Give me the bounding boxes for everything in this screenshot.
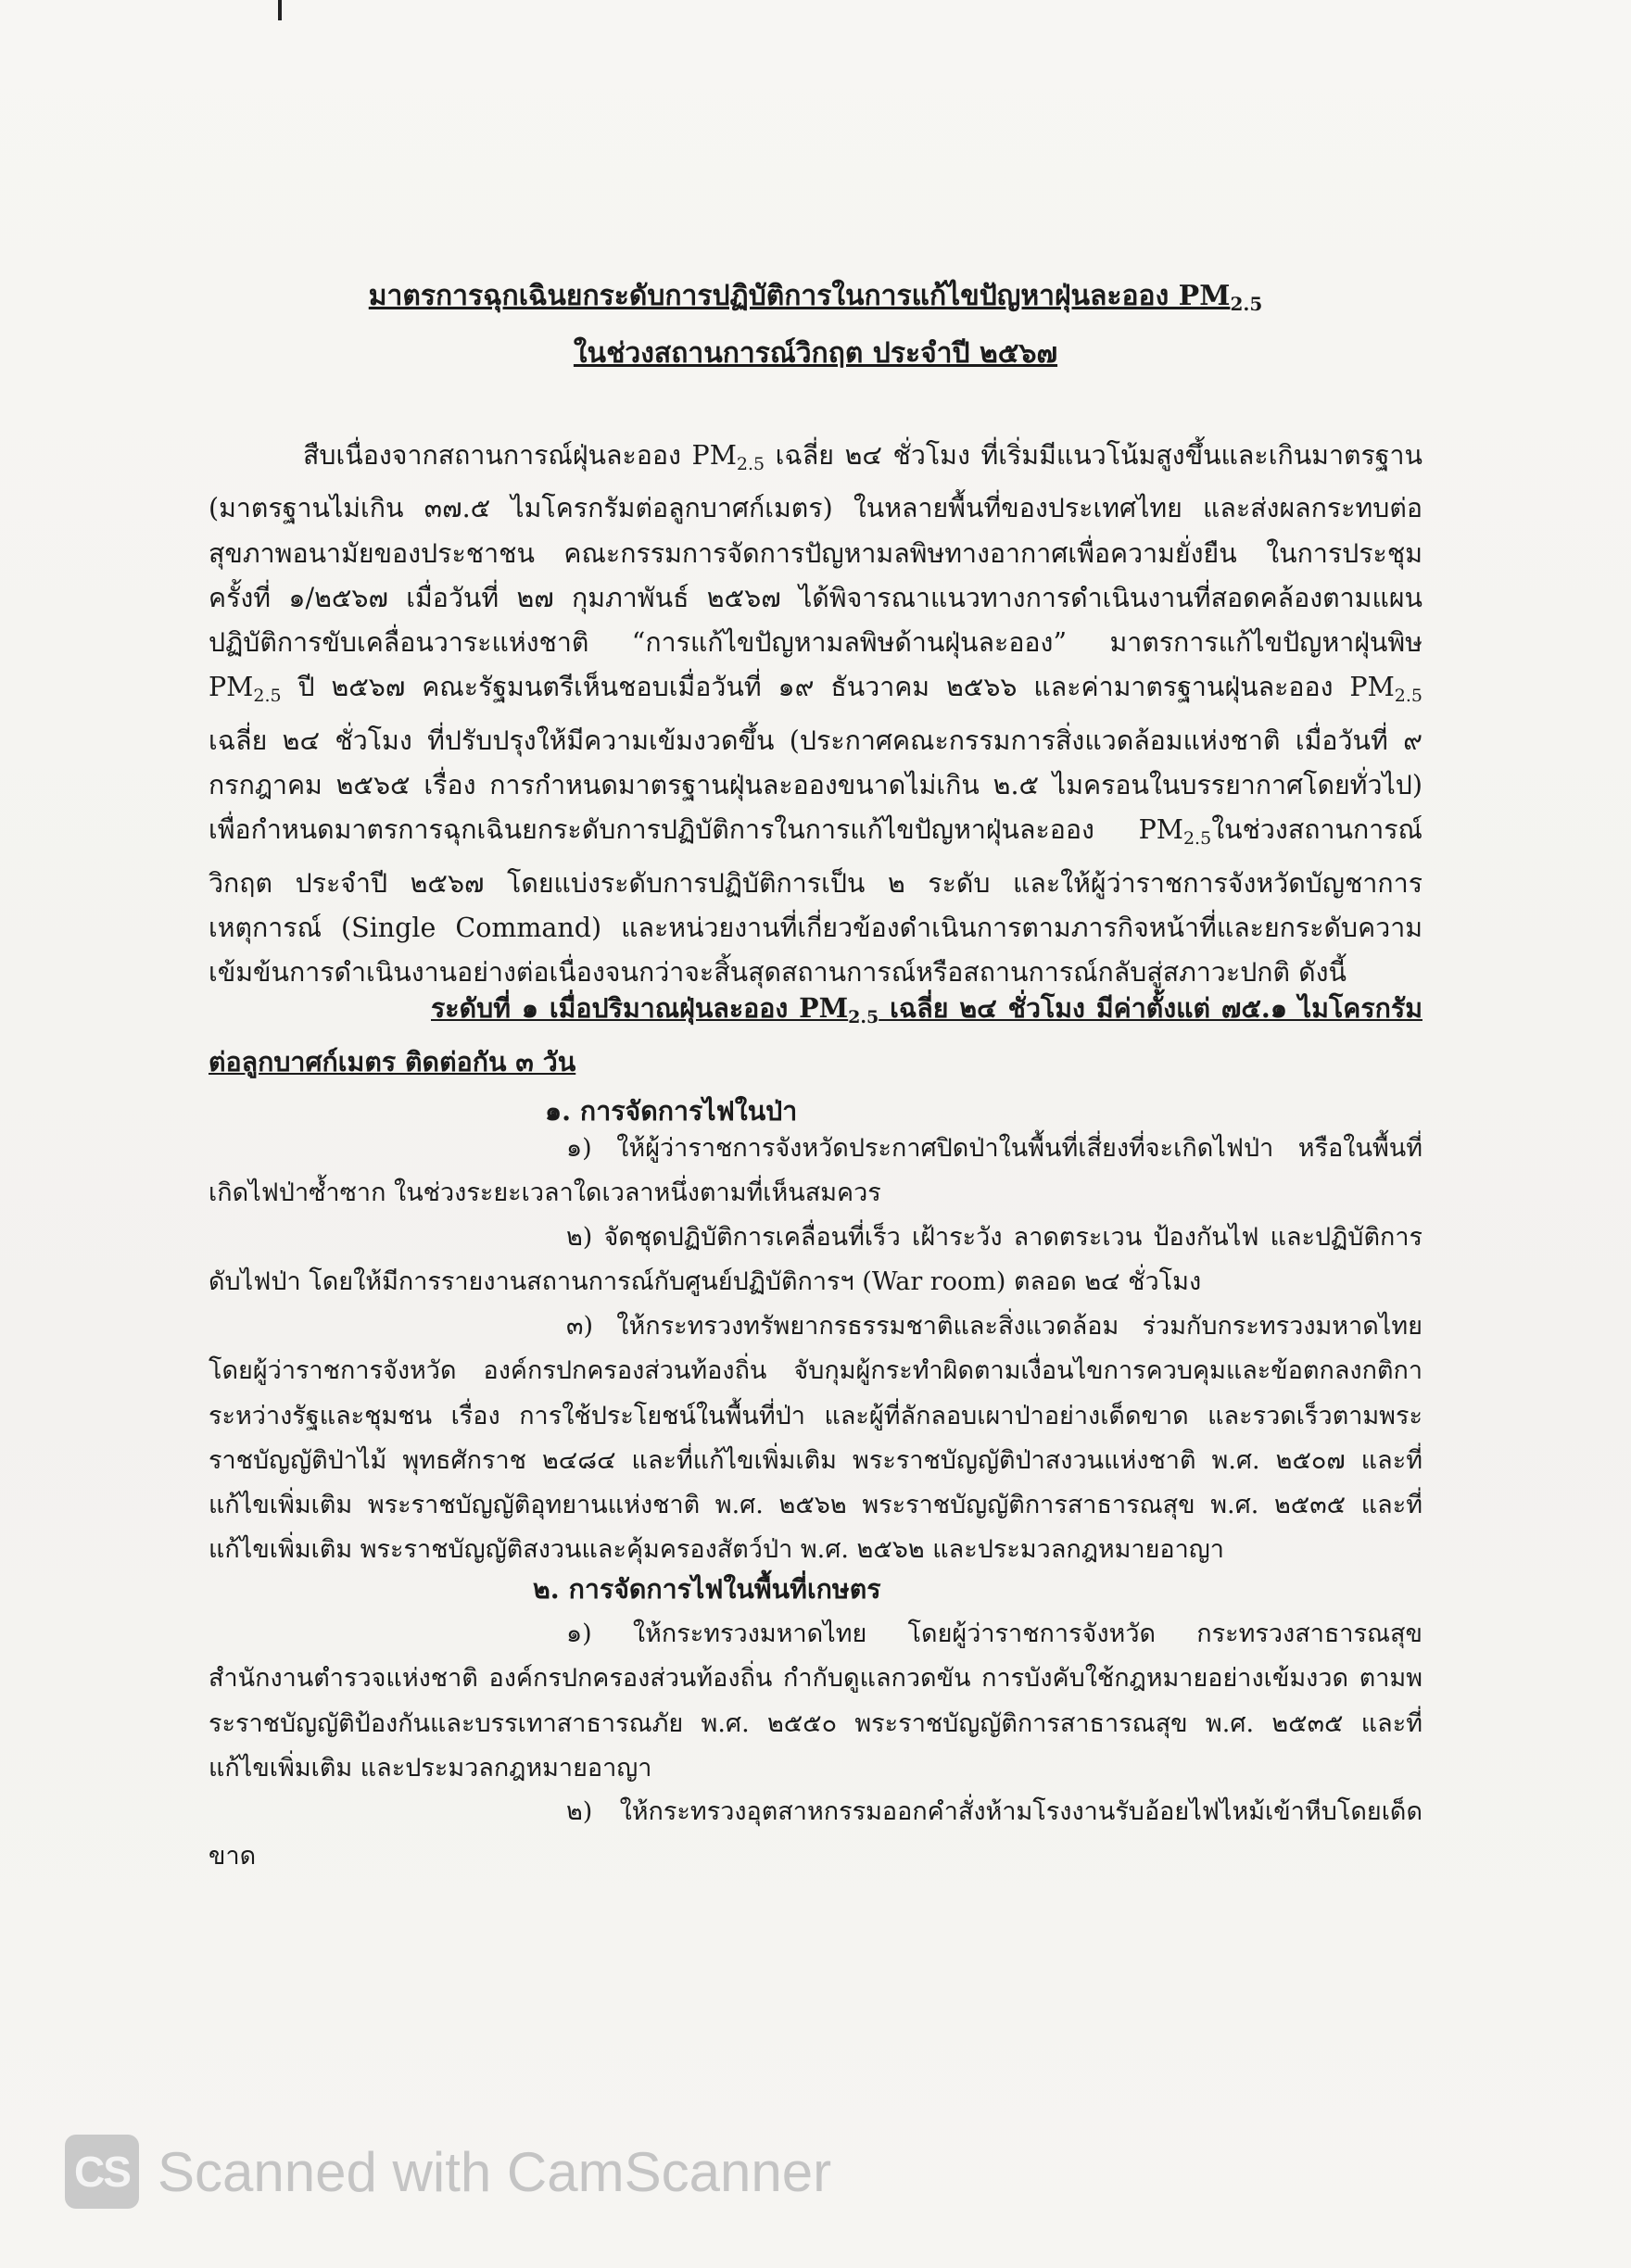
level-1-heading — [209, 986, 1422, 1085]
camscanner-logo-icon — [65, 2135, 139, 2209]
pm-subscript: 2.5 — [848, 1007, 879, 1027]
watermark-text: Scanned with CamScanner — [158, 2140, 832, 2203]
pm-subscript: 2.5 — [1394, 686, 1422, 707]
intro-part-2: เฉลี่ย ๒๔ ชั่วโมง ที่เริ่มมีแนวโน้มสูงขึ้นและเกินมาตรฐาน (มาตรฐานไม่เกิน ๓๗.๕ ไมโครกรัมต่อลูกบาศก์เมตร) ในหลายพื้นที่ของประเทศไทย และส่งผลกระทบต่อสุขภาพอนามัยของประชาชน คณะกรรมการจัดการปัญหามลพิษทางอากาศเพื่อความยั่งยืน ในการประชุมครั้งที่ ๑/๒๕๖๗ เมื่อวันที่ ๒๗ กุมภาพันธ์ ๒๕๖๗ ได้พิจารณาแนวทางการดำเนินงานที่สอดคล้องตามแผนปฏิบัติการขับเคลื่อนวาระแห่งชาติ “การแก้ไขปัญหามลพิษด้านฝุ่นละออง” มาตรการแก้ไขปัญหาฝุ่นพิษ PM — [209, 440, 1422, 703]
document-title-line1 — [0, 274, 1631, 318]
intro-part-4: เฉลี่ย ๒๔ ชั่วโมง ที่ปรับปรุงให้มีความเข้มงวดขึ้น (ประกาศคณะกรรมการสิ่งแวดล้อมแห่งชาติ เมื่อวันที่ ๙ กรกฎาคม ๒๕๖๕ เรื่อง การกำหนดมาตรฐานฝุ่นละอองขนาดไม่เกิน ๒.๕ ไมครอนในบรรยากาศโดยทั่วไป) เพื่อกำหนดมาตรการฉุกเฉินยกระดับการปฏิบัติการในการแก้ไขปัญหาฝุ่นละออง PM — [209, 724, 1422, 846]
intro-paragraph — [209, 434, 1422, 996]
section-1-item-3: ๓) ให้กระทรวงทรัพยากรธรรมชาติและสิ่งแวดล้อม ร่วมกับกระทรวงมหาดไทย โดยผู้ว่าราชการจังหวัด องค์กรปกครองส่วนท้องถิ่น จับกุมผู้กระทำผิดตามเงื่อนไขการควบคุมและข้อตกลงกติการะหว่างรัฐและชุมชน เรื่อง การใช้ประโยชน์ในพื้นที่ป่า และผู้ที่ลักลอบเผาป่าอย่างเด็ดขาด และรวดเร็วตามพระราชบัญญัติป่าไม้ พุทธศักราช ๒๔๘๔ และที่แก้ไขเพิ่มเติม พระราชบัญญัติป่าสงวนแห่งชาติ พ.ศ. ๒๕๐๗ และที่แก้ไขเพิ่มเติม พระราชบัญญัติอุทยานแห่งชาติ พ.ศ. ๒๕๖๒ พระราชบัญญัติการสาธารณสุข พ.ศ. ๒๕๓๕ และที่แก้ไขเพิ่มเติม พระราชบัญญัติสงวนและคุ้มครองสัตว์ป่า พ.ศ. ๒๕๖๒ และประมวลกฎหมายอาญา — [209, 1312, 1422, 1565]
intro-part-1: สืบเนื่องจากสถานการณ์ฝุ่นละออง PM — [303, 440, 737, 471]
intro-part-3: ปี ๒๕๖๗ คณะรัฐมนตรีเห็นชอบเมื่อวันที่ ๑๙ ธันวาคม ๒๕๖๖ และค่ามาตรฐานฝุ่นละออง PM — [281, 672, 1395, 703]
title-subscript: 2.5 — [1230, 293, 1263, 315]
section-1-item-2: ๒) จัดชุดปฏิบัติการเคลื่อนที่เร็ว เฝ้าระวัง ลาดตระเวน ป้องกันไฟ และปฏิบัติการดับไฟป่า โดยให้มีการรายงานสถานการณ์กับศูนย์ปฏิบัติการฯ (War room) ตลอด ๒๔ ชั่วโมง — [209, 1223, 1422, 1297]
camscanner-watermark — [65, 2133, 831, 2211]
intro-part-5: ในช่วงสถานการณ์วิกฤต ประจำปี ๒๕๖๗ โดยแบ่งระดับการปฏิบัติการเป็น ๒ ระดับ และให้ผู้ว่าราชการจังหวัดบัญชาการเหตุการณ์ (Single Command) และหน่วยงานที่เกี่ยวข้องดำเนินการตามภารกิจหน้าที่และยกระดับความเข้มข้นการดำเนินงานอย่างต่อเนื่องจนกว่าจะสิ้นสุดสถานการณ์หรือสถานการณ์กลับสู่สภาวะปกติ ดังนี้ — [209, 814, 1422, 989]
section-2-item-1: ๑) ให้กระทรวงมหาดไทย โดยผู้ว่าราชการจังหวัด กระทรวงสาธารณสุข สำนักงานตำรวจแห่งชาติ องค์กรปกครองส่วนท้องถิ่น กำกับดูแลกวดขัน การบังคับใช้กฎหมายอย่างเข้มงวด ตามพระราชบัญญัติป้องกันและบรรเทาสาธารณภัย พ.ศ. ๒๕๕๐ พระราชบัญญัติการสาธารณสุข พ.ศ. ๒๕๓๕ และที่แก้ไขเพิ่มเติม และประมวลกฎหมายอาญา — [209, 1619, 1422, 1783]
pm-subscript: 2.5 — [1182, 828, 1212, 850]
section-1-heading: ๑. การจัดการไฟในป่า — [545, 1095, 798, 1127]
title-text: มาตรการฉุกเฉินยกระดับการปฏิบัติการในการแก้ไขปัญหาฝุ่นละออง PM — [368, 280, 1231, 312]
pm-subscript: 2.5 — [253, 686, 282, 707]
level-1-part-a: ระดับที่ ๑ เมื่อปริมาณฝุ่นละออง PM — [431, 992, 849, 1024]
pm-subscript: 2.5 — [736, 454, 765, 474]
document-title-line2: ในช่วงสถานการณ์วิกฤต ประจำปี ๒๕๖๗ — [573, 337, 1058, 370]
section-2-heading: ๒. การจัดการไฟในพื้นที่เกษตร — [533, 1573, 881, 1605]
scan-mark — [278, 0, 282, 20]
section-2-item-2: ๒) ให้กระทรวงอุตสาหกรรมออกคำสั่งห้ามโรงงานรับอ้อยไฟไหม้เข้าหีบโดยเด็ดขาด — [209, 1797, 1422, 1871]
section-1-item-1: ๑) ให้ผู้ว่าราชการจังหวัดประกาศปิดป่าในพื้นที่เสี่ยงที่จะเกิดไฟป่า หรือในพื้นที่เกิดไฟป่าซ้ำซาก ในช่วงระยะเวลาใดเวลาหนึ่งตามที่เห็นสมควร — [209, 1134, 1422, 1208]
level-1-part-b: เฉลี่ย ๒๔ ชั่วโมง มีค่าตั้งแต่ ๗๕.๑ ไมโครกรัมต่อลูกบาศก์เมตร ติดต่อกัน ๓ วัน — [209, 992, 1422, 1078]
logo-text: CS — [74, 2148, 130, 2196]
